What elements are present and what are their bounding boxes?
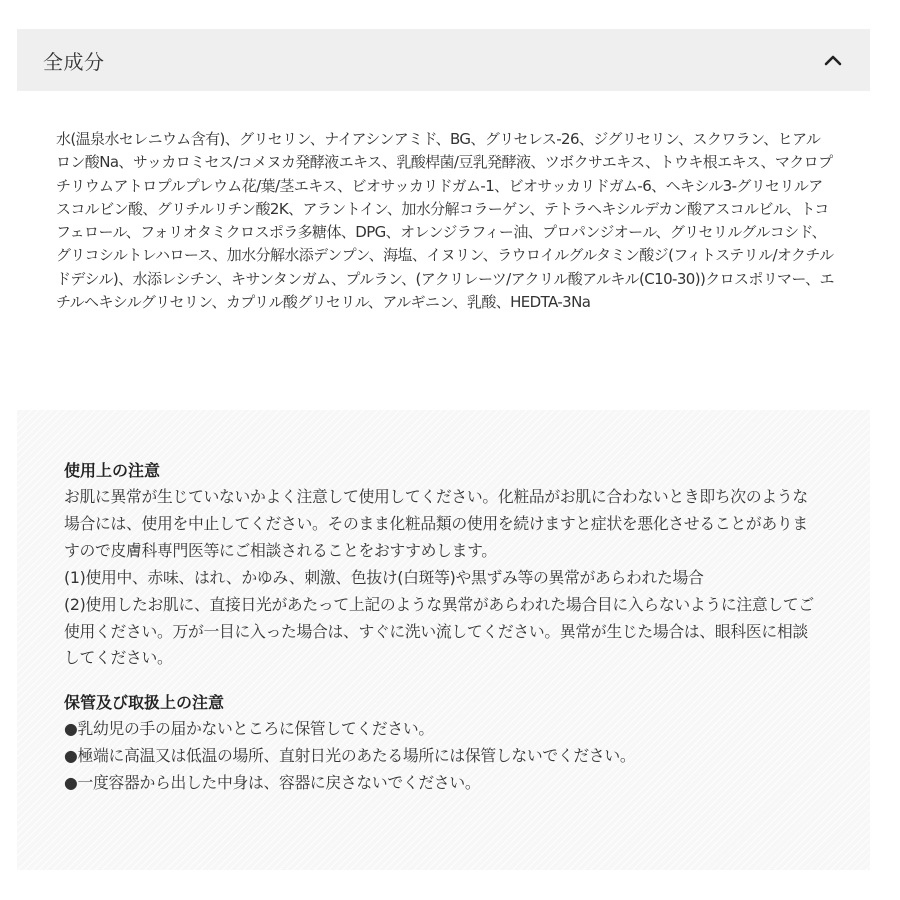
storage-caution-section bbox=[64, 690, 818, 797]
storage-caution-heading: 保管及び取扱上の注意 bbox=[64, 693, 225, 713]
chevron-up-icon[interactable] bbox=[822, 49, 844, 71]
storage-caution-text bbox=[64, 716, 816, 797]
usage-caution-item-1: (1)使用中、赤味、はれ、かゆみ、刺激、色抜け(白斑等)や黒ずみ等の異常があらわれた場合 bbox=[64, 567, 704, 587]
storage-caution-item: ●極端に高温又は低温の場所、直射日光のあたる場所には保管しないでください。 bbox=[64, 746, 636, 766]
usage-caution-body: お肌に異常が生じていないかよく注意して使用してください。化粧品がお肌に合わないとき即ち次のような場合には、使用を中止してください。そのまま化粧品類の使用を続けますと症状を悪化させることがありますので皮膚科専門医等にご相談されることをおすすめします。 bbox=[64, 487, 808, 560]
usage-caution-text bbox=[64, 484, 816, 672]
ingredients-list-text: 水(温泉水セレニウム含有)、グリセリン、ナイアシンアミド、BG、グリセレス-26、ジグリセリン、スクワラン、ヒアルロン酸Na、サッカロミセス/コメヌカ発酵液エキス、乳酸桿菌/豆乳発酵液、ツボクサエキス、トウキ根エキス、マクロプチリウムアトロプルプレウム花/葉/茎エキス、ビオサッカリドガム-1、ビオサッカリドガム-6、ヘキシル3-グリセリルアスコルビン酸、グリチルリチン酸2K、アラントイン、加水分解コラーゲン、テトラヘキシルデカン酸アスコルビル、トコフェロール、フォリオタミクロスポラ多糖体、DPG、オレンジラフィー油、プロパンジオール、グリセリルグルコシド、グリコシルトレハロース、加水分解水添デンプン、海塩、イヌリン、ラウロイルグルタミン酸ジ(フィトステリル/オクチルドデシル)、水添レシチン、キサンタンガム、プルラン、(アクリレーツ/アクリル酸アルキル(C10-30))クロスポリマー、エチルヘキシルグリセリン、カプリル酸グリセリル、アルギニン、乳酸、HEDTA-3Na bbox=[56, 130, 834, 312]
ingredients-accordion-header[interactable] bbox=[17, 29, 870, 91]
usage-caution-item-2: (2)使用したお肌に、直接日光があたって上記のような異常があらわれた場合目に入らないように注意してご使用ください。万が一目に入った場合は、すぐに洗い流してください。異常が生じた場合は、眼科医に相談してください。 bbox=[64, 594, 814, 668]
storage-caution-item: ●乳幼児の手の届かないところに保管してください。 bbox=[64, 719, 434, 739]
storage-caution-item: ●一度容器から出した中身は、容器に戻さないでください。 bbox=[64, 773, 481, 793]
accordion-title: 全成分 bbox=[43, 49, 105, 74]
usage-caution-section bbox=[64, 458, 818, 672]
caution-panel bbox=[17, 410, 870, 870]
usage-caution-heading: 使用上の注意 bbox=[64, 461, 161, 480]
